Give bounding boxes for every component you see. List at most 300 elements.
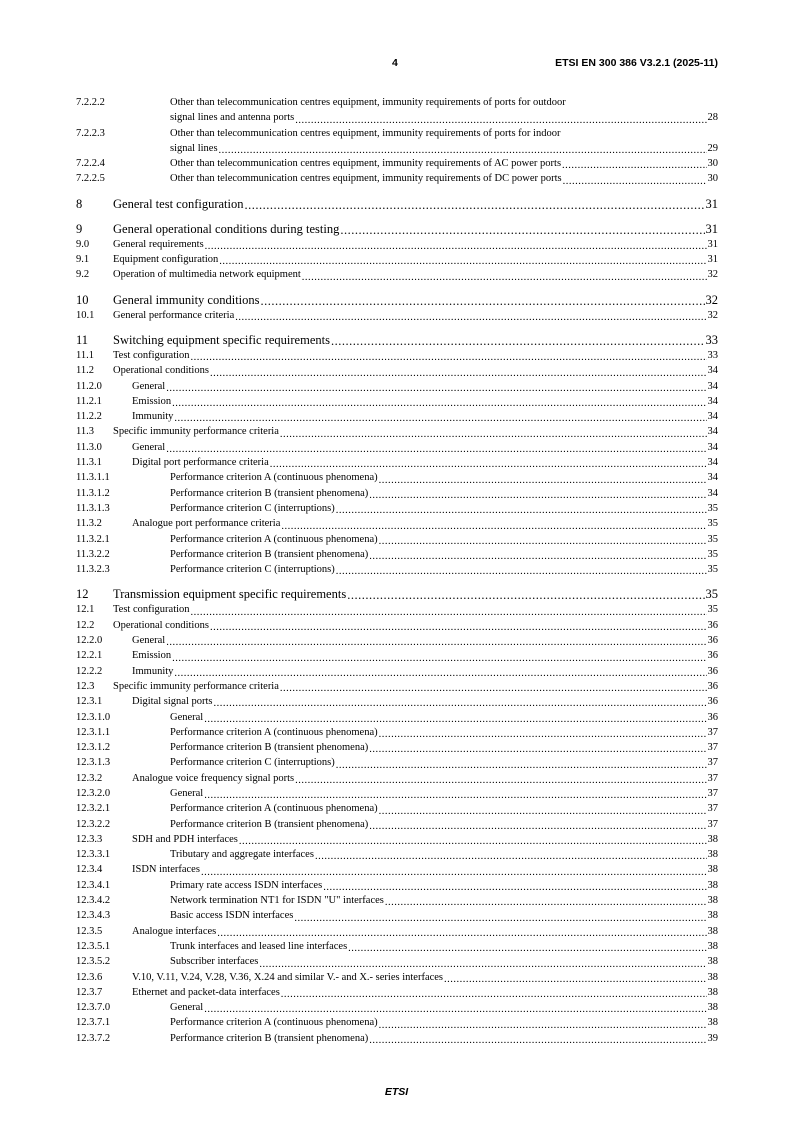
toc-entry[interactable] — [76, 501, 718, 516]
toc-entry-body — [170, 878, 718, 893]
toc-entry-page: 37 — [707, 742, 718, 754]
toc-entry[interactable] — [76, 771, 718, 786]
toc-entry-page: 35 — [707, 564, 718, 576]
toc-entry-page: 31 — [705, 196, 718, 211]
toc-entry-title: Operational conditions — [113, 365, 209, 377]
toc-entry-number: 11.3 — [76, 426, 94, 438]
toc-entry-body — [132, 924, 718, 939]
toc-entry-title: Other than telecommunication centres equipment, immunity requirements of AC power ports — [170, 158, 562, 170]
toc-entry-number: 7.2.2.3 — [76, 127, 105, 139]
toc-leader-dots — [270, 459, 707, 470]
toc-leader-dots — [323, 882, 706, 893]
toc-entry[interactable] — [76, 633, 718, 648]
toc-entry-body — [113, 222, 718, 237]
toc-entry-title: Performance criterion C (interruptions) — [170, 757, 335, 769]
toc-entry-title: V.10, V.11, V.24, V.28, V.36, X.24 and similar V.- and X.- series interfaces — [132, 971, 444, 983]
toc-leader-dots — [379, 729, 707, 740]
toc-entry-continuation — [170, 141, 718, 156]
toc-leader-dots — [261, 295, 705, 308]
toc-entry-body — [132, 394, 718, 409]
toc-entry-body — [132, 379, 718, 394]
page-number: 4 — [392, 57, 398, 69]
toc-leader-dots — [174, 668, 706, 679]
toc-entry-body — [132, 694, 718, 709]
toc-entry-body — [113, 333, 718, 348]
toc-entry-title: Tributary and aggregate interfaces — [170, 849, 314, 861]
toc-entry-body — [132, 455, 718, 470]
toc-entry-body — [132, 664, 718, 679]
toc-entry[interactable] — [76, 267, 718, 282]
toc-entry-number: 11.3.2.3 — [76, 564, 110, 576]
toc-entry-body — [170, 1015, 718, 1030]
toc-entry[interactable] — [76, 878, 718, 893]
toc-entry-body — [132, 832, 718, 847]
toc-entry-title: Immunity — [132, 665, 174, 677]
toc-entry-number: 7.2.2.5 — [76, 173, 105, 185]
toc-entry[interactable] — [76, 755, 718, 770]
toc-entry-title: General — [170, 787, 204, 799]
toc-leader-dots — [217, 928, 706, 939]
toc-entry-page: 32 — [707, 309, 718, 321]
toc-entry-body — [113, 252, 718, 267]
toc-leader-dots — [201, 867, 707, 878]
toc-entry-number: 9.2 — [76, 269, 90, 281]
toc-entry-body — [113, 602, 718, 617]
toc-entry[interactable] — [76, 679, 718, 694]
toc-entry-title: Transmission equipment specific requirements — [113, 587, 347, 602]
toc-entry-title: Performance criterion A (continuous phenomena) — [170, 472, 378, 484]
toc-entry-number: 12.2.0 — [76, 635, 103, 647]
toc-entry-body — [132, 970, 718, 985]
toc-entry-body — [113, 237, 718, 252]
toc-entry-number: 12.3.5.2 — [76, 956, 111, 968]
toc-entry-number: 11.2.0 — [76, 380, 102, 392]
toc-entry[interactable] — [76, 470, 718, 485]
toc-entry-number: 12.3.1.2 — [76, 742, 111, 754]
toc-entry-page: 30 — [707, 158, 718, 170]
toc-entry-page: 36 — [707, 635, 718, 647]
toc-entry[interactable] — [76, 587, 718, 602]
toc-entry[interactable] — [76, 970, 718, 985]
toc-leader-dots — [235, 312, 706, 323]
toc-entry-number: 12.3.4.2 — [76, 895, 111, 907]
toc-entry-title: Performance criterion C (interruptions) — [170, 502, 335, 514]
toc-entry[interactable] — [76, 95, 718, 126]
toc-leader-dots — [204, 714, 706, 725]
toc-entry-page: 30 — [707, 173, 718, 185]
toc-leader-dots — [295, 115, 706, 126]
toc-entry-page: 32 — [705, 292, 718, 307]
toc-entry[interactable] — [76, 939, 718, 954]
toc-entry-number: 12 — [76, 587, 89, 602]
toc-entry[interactable] — [76, 832, 718, 847]
toc-entry-title: Equipment configuration — [113, 254, 219, 266]
toc-entry-page: 38 — [707, 956, 718, 968]
toc-entry[interactable] — [76, 348, 718, 363]
toc-entry[interactable] — [76, 648, 718, 663]
toc-entry-page: 37 — [707, 803, 718, 815]
toc-entry[interactable] — [76, 801, 718, 816]
toc-entry-number: 9 — [76, 221, 83, 236]
toc-entry-number: 9.0 — [76, 238, 90, 250]
toc-entry-number: 12.3.4.1 — [76, 879, 111, 891]
toc-leader-dots — [172, 653, 706, 664]
toc-entry-number: 12.3 — [76, 680, 95, 692]
toc-entry-body — [132, 440, 718, 455]
toc-entry-page: 36 — [707, 696, 718, 708]
toc-entry[interactable] — [76, 333, 718, 348]
toc-entry[interactable] — [76, 455, 718, 470]
toc-entry[interactable] — [76, 985, 718, 1000]
toc-entry-body — [113, 618, 718, 633]
toc-entry-number: 12.3.2.0 — [76, 787, 111, 799]
toc-leader-dots — [336, 566, 707, 577]
toc-entry-number: 12.3.1.0 — [76, 711, 111, 723]
toc-entry-title: Emission — [132, 650, 172, 662]
toc-entry-title: Other than telecommunication centres equipment, immunity requirements of ports for outdoor — [170, 97, 566, 108]
toc-entry-title: Performance criterion A (continuous phenomena) — [170, 726, 378, 738]
toc-entry-page: 37 — [707, 772, 718, 784]
toc-entry-number: 8 — [76, 196, 83, 211]
toc-entry-page: 38 — [707, 925, 718, 937]
toc-entry-number: 12.3.4.3 — [76, 910, 111, 922]
toc-entry-page: 34 — [707, 472, 718, 484]
toc-entry-number: 11.2 — [76, 365, 94, 377]
toc-entry-title: Analogue interfaces — [132, 925, 217, 937]
toc-entry[interactable] — [76, 394, 718, 409]
toc-entry-page: 34 — [707, 441, 718, 453]
toc-leader-dots — [379, 806, 707, 817]
toc-entry-body — [170, 501, 718, 516]
toc-entry[interactable] — [76, 171, 718, 186]
toc-entry[interactable] — [76, 486, 718, 501]
toc-leader-dots — [444, 974, 706, 985]
toc-entry-body — [170, 740, 718, 755]
toc-entry-title: Performance criterion B (transient phenomena) — [170, 1032, 369, 1044]
toc-entry[interactable] — [76, 786, 718, 801]
toc-entry-body — [170, 954, 718, 969]
toc-entry-body — [113, 363, 718, 378]
toc-leader-dots — [172, 398, 706, 409]
toc-entry-page: 37 — [707, 787, 718, 799]
toc-entry[interactable] — [76, 664, 718, 679]
toc-entry-page: 36 — [707, 665, 718, 677]
toc-entry-number: 7.2.2.2 — [76, 97, 105, 108]
toc-entry-page: 38 — [707, 1017, 718, 1029]
toc-entry-body — [170, 1031, 718, 1046]
toc-entry-title: Performance criterion A (continuous phenomena) — [170, 803, 378, 815]
toc-entry-number: 12.3.4 — [76, 864, 103, 876]
toc-leader-dots — [259, 959, 706, 970]
toc-entry-number: 12.3.7.0 — [76, 1002, 111, 1014]
toc-entry-page: 35 — [707, 548, 718, 560]
toc-entry-page: 35 — [707, 604, 718, 616]
toc-leader-dots — [205, 241, 707, 252]
toc-entry-page: 38 — [707, 986, 718, 998]
toc-entry-body — [132, 648, 718, 663]
toc-entry-number: 12.3.5 — [76, 925, 103, 937]
toc-entry-title: General performance criteria — [113, 309, 235, 321]
toc-entry-body — [170, 126, 718, 157]
toc-entry-page: 35 — [707, 518, 718, 530]
toc-entry-number: 12.2 — [76, 619, 95, 631]
toc-entry[interactable] — [76, 893, 718, 908]
toc-entry-number: 12.3.1 — [76, 696, 103, 708]
toc-leader-dots — [191, 352, 707, 363]
toc-entry-number: 11.3.1.3 — [76, 502, 110, 514]
toc-entry-page: 36 — [707, 711, 718, 723]
toc-entry-title-cont: signal lines — [170, 142, 218, 154]
toc-entry-body — [170, 156, 718, 171]
toc-leader-dots — [348, 943, 706, 954]
toc-entry[interactable] — [76, 293, 718, 308]
toc-entry-title: Performance criterion A (continuous phenomena) — [170, 533, 378, 545]
toc-entry-body — [113, 293, 718, 308]
toc-entry-body — [170, 847, 718, 862]
toc-entry-number: 12.3.6 — [76, 971, 103, 983]
toc-leader-dots — [166, 444, 706, 455]
toc-entry-title: Ethernet and packet-data interfaces — [132, 986, 280, 998]
toc-entry[interactable] — [76, 156, 718, 171]
toc-leader-dots — [210, 622, 707, 633]
toc-entry[interactable] — [76, 516, 718, 531]
toc-entry-number: 12.1 — [76, 604, 95, 616]
toc-entry-page: 34 — [707, 457, 718, 469]
toc-entry-title: Performance criterion C (interruptions) — [170, 564, 335, 576]
toc-entry-page: 31 — [707, 238, 718, 250]
toc-entry[interactable] — [76, 1000, 718, 1015]
toc-entry-page: 29 — [707, 142, 718, 154]
toc-entry[interactable] — [76, 1031, 718, 1046]
toc-leader-dots — [210, 368, 707, 379]
toc-entry-number: 9.1 — [76, 254, 90, 266]
toc-entry-number: 12.2.1 — [76, 650, 103, 662]
toc-entry-page: 38 — [707, 971, 718, 983]
toc-entry-body — [132, 633, 718, 648]
toc-entry-page: 37 — [707, 757, 718, 769]
toc-entry-title: Digital signal ports — [132, 696, 213, 708]
toc-entry-title: Specific immunity performance criteria — [113, 680, 279, 692]
toc-entry-number: 12.3.3 — [76, 833, 103, 845]
toc-leader-dots — [379, 536, 707, 547]
table-of-contents — [76, 95, 718, 1046]
toc-entry-continuation — [170, 110, 718, 125]
toc-entry-body — [132, 771, 718, 786]
toc-entry[interactable] — [76, 694, 718, 709]
toc-entry-page: 32 — [707, 269, 718, 281]
toc-leader-dots — [214, 698, 707, 709]
toc-leader-dots — [219, 145, 707, 156]
toc-entry-page: 34 — [707, 411, 718, 423]
toc-entry-number: 7.2.2.4 — [76, 158, 105, 170]
toc-entry-body — [170, 893, 718, 908]
toc-entry-page: 33 — [707, 349, 718, 361]
toc-entry-body — [113, 424, 718, 439]
toc-leader-dots — [281, 521, 706, 532]
toc-entry-number: 12.3.7.2 — [76, 1032, 111, 1044]
toc-leader-dots — [204, 1004, 706, 1015]
toc-entry-page: 36 — [707, 619, 718, 631]
toc-entry-body — [170, 786, 718, 801]
toc-entry[interactable] — [76, 197, 718, 212]
toc-entry-title: General — [132, 635, 166, 647]
toc-entry-body — [113, 679, 718, 694]
toc-entry-title: General — [170, 711, 204, 723]
toc-leader-dots — [336, 760, 707, 771]
toc-entry-number: 11 — [76, 332, 89, 347]
toc-entry-number: 10 — [76, 292, 89, 307]
toc-entry[interactable] — [76, 424, 718, 439]
toc-entry-title: Analogue port performance criteria — [132, 518, 281, 530]
toc-leader-dots — [369, 490, 706, 501]
page-header — [0, 57, 793, 73]
toc-entry-page: 36 — [707, 680, 718, 692]
toc-entry-title: Specific immunity performance criteria — [113, 426, 279, 438]
toc-entry-page: 35 — [705, 587, 718, 602]
toc-entry[interactable] — [76, 547, 718, 562]
toc-entry-body — [170, 532, 718, 547]
toc-entry-title-cont: signal lines and antenna ports — [170, 112, 295, 124]
toc-entry[interactable] — [76, 308, 718, 323]
toc-entry-body — [170, 486, 718, 501]
toc-entry[interactable] — [76, 725, 718, 740]
toc-entry-number: 11.3.0 — [76, 441, 102, 453]
toc-entry-page: 38 — [707, 895, 718, 907]
toc-entry-title: Network termination NT1 for ISDN "U" interfaces — [170, 895, 384, 907]
toc-entry-body — [113, 348, 718, 363]
toc-entry-page: 34 — [707, 365, 718, 377]
toc-entry-page: 38 — [707, 940, 718, 952]
toc-leader-dots — [369, 551, 706, 562]
toc-entry[interactable] — [76, 908, 718, 923]
toc-leader-dots — [191, 607, 707, 618]
toc-leader-dots — [204, 790, 706, 801]
toc-entry[interactable] — [76, 440, 718, 455]
toc-entry-body — [170, 562, 718, 577]
toc-entry-number: 11.1 — [76, 349, 94, 361]
toc-entry-title: Analogue voice frequency signal ports — [132, 772, 295, 784]
toc-entry-title: General test configuration — [113, 196, 244, 211]
toc-entry-title: SDH and PDH interfaces — [132, 833, 238, 845]
toc-entry-body — [170, 801, 718, 816]
toc-entry-body — [170, 470, 718, 485]
toc-leader-dots — [340, 224, 704, 237]
toc-entry[interactable] — [76, 954, 718, 969]
toc-entry-page: 28 — [707, 112, 718, 124]
toc-leader-dots — [379, 1020, 707, 1031]
toc-entry[interactable] — [76, 237, 718, 252]
toc-entry[interactable] — [76, 532, 718, 547]
toc-entry-title: Performance criterion A (continuous phenomena) — [170, 1017, 378, 1029]
toc-entry[interactable] — [76, 847, 718, 862]
toc-entry[interactable] — [76, 602, 718, 617]
toc-leader-dots — [302, 272, 707, 283]
toc-entry[interactable] — [76, 409, 718, 424]
toc-entry-body — [132, 516, 718, 531]
toc-entry-page: 36 — [707, 650, 718, 662]
toc-entry-title: Performance criterion B (transient phenomena) — [170, 548, 369, 560]
toc-entry-title: Performance criterion B (transient phenomena) — [170, 818, 369, 830]
toc-entry-page: 34 — [707, 426, 718, 438]
toc-entry[interactable] — [76, 363, 718, 378]
toc-entry-page: 34 — [707, 395, 718, 407]
toc-entry-body — [170, 725, 718, 740]
toc-entry-number: 11.3.2.1 — [76, 533, 110, 545]
toc-entry[interactable] — [76, 562, 718, 577]
document-id: ETSI EN 300 386 V3.2.1 (2025-11) — [555, 57, 718, 69]
toc-entry-number: 10.1 — [76, 309, 95, 321]
toc-entry-body — [170, 908, 718, 923]
toc-entry-page: 38 — [707, 879, 718, 891]
toc-entry-number: 12.3.7.1 — [76, 1017, 111, 1029]
toc-entry[interactable] — [76, 924, 718, 939]
toc-entry[interactable] — [76, 817, 718, 832]
toc-entry-page: 31 — [705, 221, 718, 236]
toc-entry-title: Performance criterion B (transient phenomena) — [170, 487, 369, 499]
toc-leader-dots — [379, 475, 707, 486]
toc-entry-page: 38 — [707, 849, 718, 861]
toc-leader-dots — [369, 821, 706, 832]
toc-entry-page: 35 — [707, 502, 718, 514]
toc-entry-body — [170, 547, 718, 562]
toc-entry[interactable] — [76, 126, 718, 157]
toc-entry[interactable] — [76, 710, 718, 725]
page-footer: ETSI — [384, 1086, 409, 1098]
toc-entry-body — [170, 171, 718, 186]
toc-leader-dots — [295, 775, 706, 786]
toc-entry[interactable] — [76, 379, 718, 394]
toc-leader-dots — [166, 383, 706, 394]
toc-leader-dots — [239, 836, 707, 847]
toc-entry-body — [170, 95, 718, 126]
toc-entry[interactable] — [76, 740, 718, 755]
toc-entry-title: General operational conditions during testing — [113, 221, 340, 236]
toc-leader-dots — [369, 1035, 706, 1046]
toc-leader-dots — [245, 199, 705, 212]
toc-entry-page: 33 — [705, 332, 718, 347]
toc-entry-number: 12.3.5.1 — [76, 940, 111, 952]
toc-entry-title: ISDN interfaces — [132, 864, 200, 876]
toc-entry-number: 11.3.1 — [76, 457, 102, 469]
toc-entry[interactable] — [76, 222, 718, 237]
toc-entry-page: 38 — [707, 833, 718, 845]
toc-leader-dots — [563, 176, 707, 187]
toc-entry-page: 34 — [707, 487, 718, 499]
toc-entry[interactable] — [76, 618, 718, 633]
toc-entry-title: General — [132, 380, 166, 392]
toc-entry-number: 12.2.2 — [76, 665, 103, 677]
toc-entry-body — [170, 1000, 718, 1015]
toc-entry[interactable] — [76, 862, 718, 877]
toc-leader-dots — [166, 637, 706, 648]
toc-entry-number: 12.3.2.2 — [76, 818, 111, 830]
toc-entry-number: 11.3.1.2 — [76, 487, 110, 499]
toc-entry-body — [170, 755, 718, 770]
toc-entry-page: 38 — [707, 1002, 718, 1014]
toc-entry-body — [113, 267, 718, 282]
toc-entry-body — [170, 939, 718, 954]
toc-entry-number: 11.2.2 — [76, 411, 102, 423]
toc-leader-dots — [385, 897, 707, 908]
toc-entry-page: 35 — [707, 533, 718, 545]
toc-entry-title: Subscriber interfaces — [170, 956, 259, 968]
toc-entry-body — [132, 985, 718, 1000]
toc-entry-title: Other than telecommunication centres equipment, immunity requirements of ports for indoor — [170, 127, 561, 139]
toc-entry[interactable] — [76, 1015, 718, 1030]
toc-leader-dots — [347, 589, 704, 602]
toc-entry-title: Operational conditions — [113, 619, 209, 631]
toc-entry[interactable] — [76, 252, 718, 267]
